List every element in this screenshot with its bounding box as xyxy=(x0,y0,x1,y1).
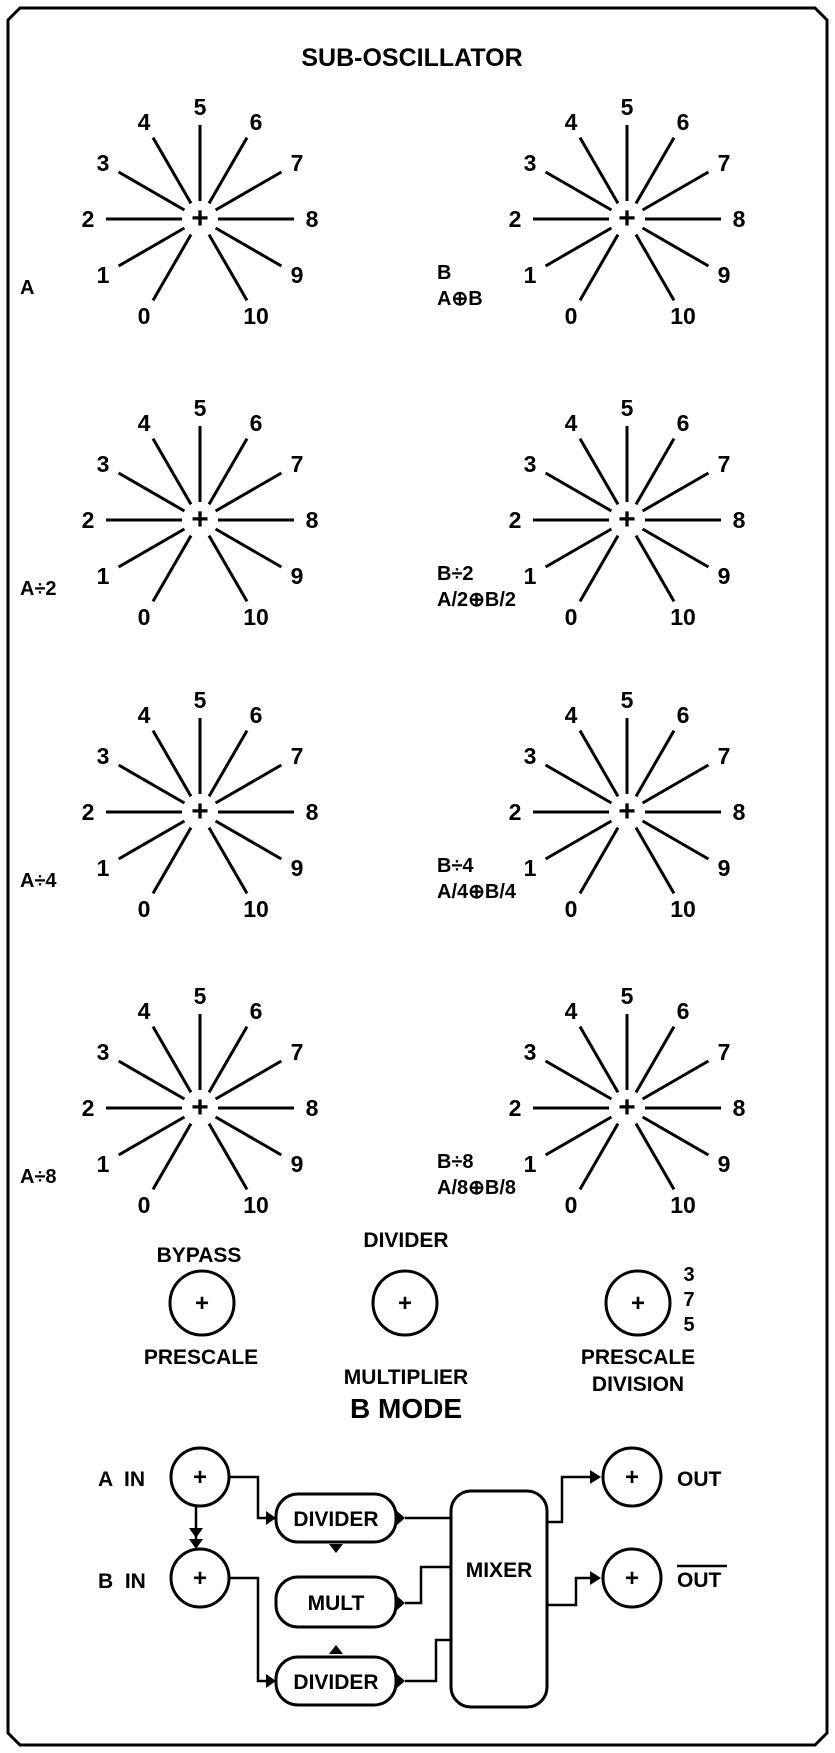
dial-number: 0 xyxy=(564,302,578,329)
dial-number: 1 xyxy=(96,855,110,881)
dial-number: 2 xyxy=(508,1095,522,1121)
knob-center-icon: + xyxy=(191,1091,209,1124)
dial-number: 9 xyxy=(290,1151,304,1177)
dial-number: 9 xyxy=(717,262,731,288)
dial-number: 7 xyxy=(290,451,304,477)
dial-number: 5 xyxy=(193,94,207,120)
knob-left-4[interactable] xyxy=(20,983,319,1218)
dial-number: 3 xyxy=(523,1039,537,1065)
knob-label: A÷2 xyxy=(20,578,57,600)
dial-number: 6 xyxy=(676,109,690,136)
dial-number: 9 xyxy=(717,1151,731,1177)
dial-number: 0 xyxy=(564,603,578,630)
dial-number: 5 xyxy=(620,395,634,421)
dial-number: 1 xyxy=(523,563,537,589)
dial-number: 0 xyxy=(137,603,151,630)
prescale-division-label-2: DIVISION xyxy=(591,1373,685,1396)
mixer-block xyxy=(451,1491,547,1707)
knob-right-3[interactable] xyxy=(437,687,746,922)
knob-center-icon: + xyxy=(618,1091,636,1124)
signal-flow-diagram xyxy=(98,1448,727,1707)
dial-number: 1 xyxy=(523,855,537,881)
dial-number: 6 xyxy=(249,410,263,437)
prescale-switch-group xyxy=(144,1244,258,1369)
dial-number: 9 xyxy=(717,855,731,881)
knob-left-2[interactable] xyxy=(20,395,319,630)
b-mode-bottom-label: MULTIPLIER xyxy=(343,1366,469,1389)
division-option-3: 3 xyxy=(683,1264,695,1286)
knob-center-icon: + xyxy=(191,795,209,828)
dial-number: 2 xyxy=(81,799,95,825)
dial-number: 2 xyxy=(508,799,522,825)
dial-number: 6 xyxy=(249,109,263,136)
arrow-icon xyxy=(397,1674,405,1688)
division-option-5: 5 xyxy=(683,1314,695,1336)
knob-right-4[interactable] xyxy=(437,983,746,1218)
dial-number: 5 xyxy=(620,94,634,120)
dial-number: 4 xyxy=(564,410,578,437)
knob-label: A xyxy=(20,277,35,299)
b-in-label: B IN xyxy=(98,1570,146,1593)
plus-icon: + xyxy=(194,1290,210,1317)
knob-label: A÷4 xyxy=(20,870,57,892)
dial-number: 7 xyxy=(717,451,731,477)
dial-number: 9 xyxy=(290,563,304,589)
plus-icon: + xyxy=(192,1565,208,1592)
knob-label: A/2⊕B/2 xyxy=(437,589,517,611)
dial-number: 10 xyxy=(243,1191,269,1218)
normal-arrow-icon xyxy=(189,1528,203,1538)
dial-number: 5 xyxy=(193,395,207,421)
mixer-label: MIXER xyxy=(465,1559,533,1582)
knob-center-icon: + xyxy=(618,795,636,828)
b-mode-top-label: DIVIDER xyxy=(363,1229,449,1252)
knob-label: A/4⊕B/4 xyxy=(437,881,517,903)
a-in-label: A IN xyxy=(98,1468,146,1491)
knob-right-1[interactable] xyxy=(437,94,746,329)
dial-number: 9 xyxy=(717,563,731,589)
out-label: OUT xyxy=(677,1468,722,1491)
dial-number: 7 xyxy=(717,1039,731,1065)
dial-number: 7 xyxy=(290,150,304,176)
dial-number: 4 xyxy=(137,998,151,1025)
knob-label: B÷4 xyxy=(437,855,474,877)
dial-number: 7 xyxy=(290,743,304,769)
dial-number: 10 xyxy=(243,603,269,630)
knob-left-1[interactable] xyxy=(20,94,319,329)
dial-number: 8 xyxy=(732,799,746,825)
dial-number: 10 xyxy=(243,302,269,329)
knob-left-3[interactable] xyxy=(20,687,319,922)
dial-number: 10 xyxy=(670,895,696,922)
prescale-division-switch-group xyxy=(581,1264,695,1396)
knob-right-2[interactable] xyxy=(437,395,746,630)
dial-number: 6 xyxy=(676,410,690,437)
dial-number: 1 xyxy=(96,1151,110,1177)
dial-number: 7 xyxy=(290,1039,304,1065)
knob-label: A⊕B xyxy=(437,288,483,310)
dial-number: 3 xyxy=(96,1039,110,1065)
divider-a-label: DIVIDER xyxy=(293,1508,379,1531)
mult-label: MULT xyxy=(307,1592,365,1615)
knob-label: B÷2 xyxy=(437,563,474,585)
dial-number: 4 xyxy=(564,109,578,136)
dial-number: 8 xyxy=(305,507,319,533)
dial-number: 2 xyxy=(508,206,522,232)
module-title: SUB-OSCILLATOR xyxy=(301,44,523,72)
dial-number: 2 xyxy=(81,507,95,533)
plus-icon: + xyxy=(397,1290,413,1317)
dial-number: 3 xyxy=(96,150,110,176)
dial-number: 6 xyxy=(676,702,690,729)
dial-number: 5 xyxy=(620,687,634,713)
knob-center-icon: + xyxy=(191,503,209,536)
knob-label: B xyxy=(437,262,452,284)
arrow-icon xyxy=(397,1596,405,1610)
prescale-bottom-label: PRESCALE xyxy=(143,1346,259,1369)
plus-icon: + xyxy=(192,1464,208,1491)
division-option-7: 7 xyxy=(683,1289,695,1311)
dial-number: 8 xyxy=(732,206,746,232)
b-mode-switch-group xyxy=(344,1229,468,1424)
dial-number: 8 xyxy=(732,507,746,533)
out-inverted-label: OUT xyxy=(677,1569,722,1592)
arrow-icon xyxy=(590,1571,601,1585)
prescale-division-label-1: PRESCALE xyxy=(580,1346,696,1369)
dial-number: 0 xyxy=(137,1191,151,1218)
dial-number: 6 xyxy=(249,998,263,1025)
dial-number: 6 xyxy=(249,702,263,729)
dial-number: 2 xyxy=(81,1095,95,1121)
dial-number: 10 xyxy=(670,603,696,630)
dial-number: 1 xyxy=(96,563,110,589)
dial-number: 5 xyxy=(193,687,207,713)
arrow-up-icon xyxy=(329,1645,343,1654)
dial-number: 2 xyxy=(508,507,522,533)
dial-number: 5 xyxy=(193,983,207,1009)
knob-label: A/8⊕B/8 xyxy=(437,1177,517,1199)
dial-number: 8 xyxy=(305,206,319,232)
dial-number: 8 xyxy=(732,1095,746,1121)
dial-number: 7 xyxy=(717,743,731,769)
knob-label: A÷8 xyxy=(20,1166,57,1188)
arrow-icon xyxy=(590,1470,601,1484)
dial-number: 8 xyxy=(305,1095,319,1121)
dial-number: 9 xyxy=(290,855,304,881)
dial-number: 8 xyxy=(305,799,319,825)
dial-number: 1 xyxy=(96,262,110,288)
dial-number: 0 xyxy=(564,1191,578,1218)
b-mode-name: B MODE xyxy=(350,1393,462,1424)
dial-number: 2 xyxy=(81,206,95,232)
dial-number: 9 xyxy=(290,262,304,288)
dial-number: 1 xyxy=(523,262,537,288)
knob-label: B÷8 xyxy=(437,1151,474,1173)
dial-number: 1 xyxy=(523,1151,537,1177)
plus-icon: + xyxy=(624,1464,640,1491)
dial-number: 3 xyxy=(523,150,537,176)
plus-icon: + xyxy=(630,1290,646,1317)
dial-number: 6 xyxy=(676,998,690,1025)
knob-grid xyxy=(20,94,746,1218)
dial-number: 0 xyxy=(564,895,578,922)
dial-number: 3 xyxy=(523,743,537,769)
dial-number: 4 xyxy=(137,410,151,437)
prescale-top-label: BYPASS xyxy=(156,1244,242,1267)
plus-icon: + xyxy=(624,1565,640,1592)
dial-number: 3 xyxy=(96,451,110,477)
knob-center-icon: + xyxy=(618,503,636,536)
knob-center-icon: + xyxy=(618,202,636,235)
knob-center-icon: + xyxy=(191,202,209,235)
dial-number: 4 xyxy=(564,702,578,729)
dial-number: 10 xyxy=(670,1191,696,1218)
dial-number: 10 xyxy=(243,895,269,922)
normal-arrow-icon xyxy=(189,1539,203,1549)
dial-number: 4 xyxy=(137,109,151,136)
dial-number: 7 xyxy=(717,150,731,176)
divider-b-label: DIVIDER xyxy=(293,1671,379,1694)
dial-number: 3 xyxy=(523,451,537,477)
dial-number: 0 xyxy=(137,302,151,329)
dial-number: 0 xyxy=(137,895,151,922)
dial-number: 4 xyxy=(137,702,151,729)
arrow-down-icon xyxy=(329,1544,343,1553)
dial-number: 10 xyxy=(670,302,696,329)
dial-number: 4 xyxy=(564,998,578,1025)
dial-number: 3 xyxy=(96,743,110,769)
arrow-icon xyxy=(397,1511,405,1525)
dial-number: 5 xyxy=(620,983,634,1009)
